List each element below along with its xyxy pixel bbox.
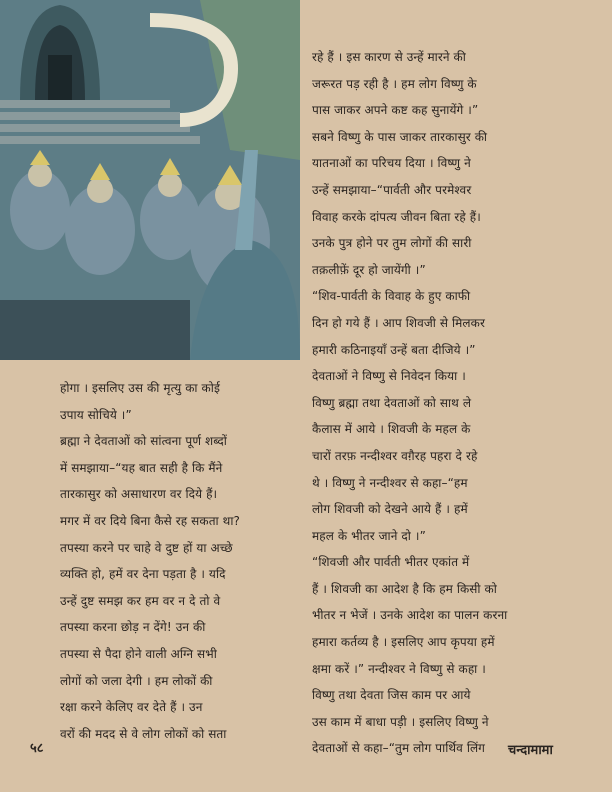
page-number: ५८	[30, 741, 44, 756]
text-line: विवाह करके दांपत्य जीवन बिता रहे हैं।	[312, 209, 481, 224]
text-line: चारों तरफ़ नन्दीश्वर वग़ैरह पहरा दे रहे	[312, 448, 478, 463]
text-line: जरूरत पड़ रही है । हम लोग विष्णु के	[312, 76, 477, 91]
text-line: “शिव-पार्वती के विवाह के हुए काफी	[312, 289, 471, 304]
text-line: दिन हो गये हैं । आप शिवजी से मिलकर	[312, 315, 485, 330]
text-line: महल के भीतर जाने दो ।”	[312, 528, 426, 543]
text-line: मगर में वर दिये बिना कैसे रह सकता था?	[60, 513, 241, 528]
text-line: लोग शिवजी को देखने आये हैं । हमें	[312, 502, 468, 517]
text-line: थे । विष्णु ने नन्दीश्वर से कहा–“हम	[312, 475, 468, 490]
text-line: क्षमा करें ।” नन्दीश्वर ने विष्णु से कहा ।	[312, 661, 486, 676]
text-line: तक़लीफ़ें दूर हो जायेंगी ।”	[312, 262, 426, 277]
illustration-gods-praying	[0, 0, 300, 360]
text-line: देवताओं से कहा–“तुम लोग पार्थिव लिंग	[312, 741, 486, 756]
text-line: भीतर न भेजें । उनके आदेश का पालन करना	[312, 608, 508, 623]
text-line: में समझाया–“यह बात सही है कि मैंने	[60, 460, 223, 475]
text-line: पास जाकर अपने कष्ट कह सुनायेंगे ।”	[312, 103, 479, 118]
text-line: विष्णु तथा देवता जिस काम पर आये	[312, 688, 471, 703]
right-text-column	[312, 44, 602, 762]
text-line: तारकासुर को असाधारण वर दिये हैं।	[60, 487, 218, 502]
text-line: यातनाओं का परिचय दिया । विष्णु ने	[312, 156, 471, 171]
text-line: ब्रह्मा ने देवताओं को सांत्वना पूर्ण शब्दों	[60, 434, 227, 449]
text-line: होगा । इसलिए उस की मृत्यु का कोई	[60, 381, 220, 395]
text-line: व्यक्ति हो, हमें वर देना पड़ता है । यदि	[60, 567, 226, 582]
text-line: हमारी कठिनाइयाँ उन्हें बता दीजिये ।”	[312, 342, 476, 357]
text-line: रहे हैं । इस कारण से उन्हें मारने की	[312, 50, 466, 64]
text-line: रक्षा करने केलिए वर देते हैं । उन	[60, 700, 203, 715]
left-text-column	[60, 375, 305, 747]
text-line: देवताओं ने विष्णु से निवेदन किया ।	[312, 369, 466, 384]
text-line: उस काम में बाधा पड़ी । इसलिए विष्णु ने	[312, 714, 489, 729]
text-line: उन्हें समझाया–“पार्वती और परमेश्वर	[312, 182, 472, 197]
text-line: उनके पुत्र होने पर तुम लोगों की सारी	[312, 236, 472, 251]
text-line: हैं । शिवजी का आदेश है कि हम किसी को	[312, 581, 497, 596]
text-line: कैलास में आये । शिवजी के महल के	[312, 422, 471, 437]
text-line: “शिवजी और पार्वती भीतर एकांत में	[312, 555, 470, 570]
text-line: तपस्या करना छोड़ न देंगे! उन की	[60, 620, 206, 635]
text-line: लोगों को जला देगी । हम लोकों की	[60, 673, 213, 688]
text-line: हमारा कर्तव्य है । इसलिए आप कृपया हमें	[312, 635, 495, 650]
text-line: तपस्या करने पर चाहे वे दुष्ट हों या अच्छे	[60, 540, 233, 555]
text-line: उपाय सोचिये ।”	[60, 407, 132, 422]
text-line: वरों की मदद से वे लोग लोकों को सता	[60, 726, 227, 741]
text-line: तपस्या से पैदा होने वाली अग्नि सभी	[60, 646, 217, 661]
text-line: उन्हें दुष्ट समझ कर हम वर न दे तो वे	[60, 593, 221, 608]
text-line: सबने विष्णु के पास जाकर तारकासुर की	[312, 129, 488, 144]
text-line: विष्णु ब्रह्मा तथा देवताओं को साथ ले	[312, 395, 472, 410]
magazine-name: चन्दामामा	[508, 743, 553, 758]
